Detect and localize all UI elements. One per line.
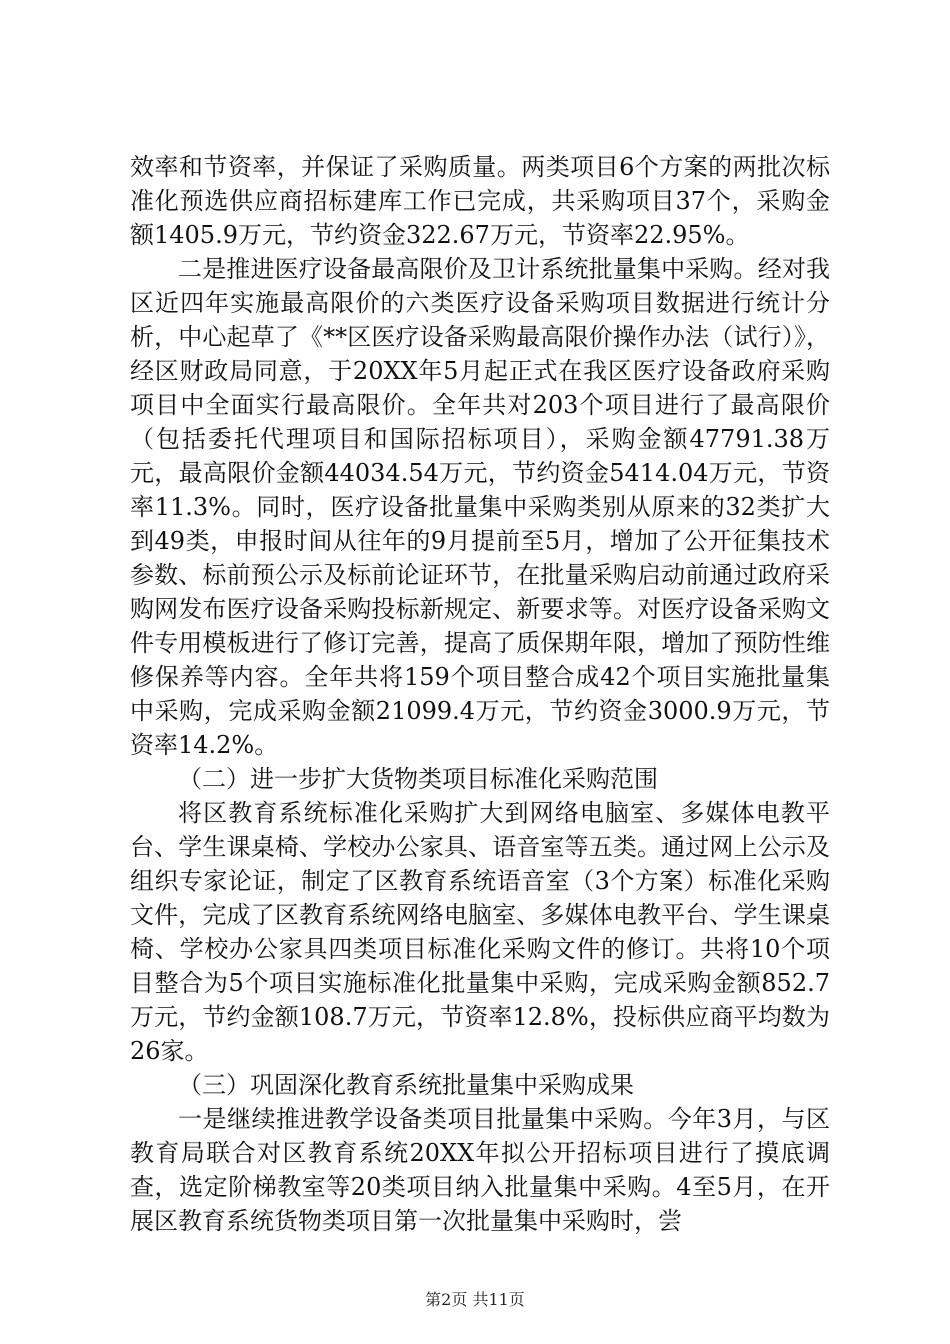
section-heading-3: （三）巩固深化教育系统批量集中采购成果	[178, 1071, 634, 1099]
paragraph-medical-equipment: 二是推进医疗设备最高限价及卫计系统批量集中采购。经对我区近四年实施最高限价的六类医疗设备采购项目数据进行统计分析，中心起草了《**区医疗设备采购最高限价操作办法（试行）》，经区财政局同意，于20XX年5月起正式在我区医疗设备政府采购项目中全面实行最高限价。全年共对203个项目进行了最高限价（包括委托代理项目和国际招标项目），采购金额47791.38万元，最高限价金额44034.54万元，节约资金5414.04万元，节资率11.3%。同时，医疗设备批量集中采购类别从原来的32类扩大到49类，申报时间从往年的9月提前至5月，增加了公开征集技术参数、标前预公示及标前论证环节，在批量采购启动前通过政府采购网发布医疗设备采购投标新规定、新要求等。对医疗设备采购文件专用模板进行了修订完善，提高了质保期年限，增加了预防性维修保养等内容。全年共将159个项目整合成42个项目实施批量集中采购，完成采购金额21099.4万元，节约资金3000.9万元，节资率14.2%。	[130, 255, 830, 759]
paragraph-continuation: 效率和节资率，并保证了采购质量。两类项目6个方案的两批次标准化预选供应商招标建库工作已完成，共采购项目37个，采购金额1405.9万元，节约资金322.67万元，节资率22.95%。	[130, 153, 830, 249]
document-page	[130, 150, 830, 1238]
page-footer: 第2页 共11页	[425, 1290, 525, 1309]
section-heading-2: （二）进一步扩大货物类项目标准化采购范围	[178, 765, 658, 793]
paragraph-teaching-equipment: 一是继续推进教学设备类项目批量集中采购。今年3月，与区教育局联合对区教育系统20XX年拟公开招标项目进行了摸底调查，选定阶梯教室等20类项目纳入批量集中采购。4至5月，在开展区教育系统货物类项目第一次批量集中采购时，尝	[130, 1105, 830, 1235]
paragraph-standardized-procurement: 将区教育系统标准化采购扩大到网络电脑室、多媒体电教平台、学生课桌椅、学校办公家具、语音室等五类。通过网上公示及组织专家论证，制定了区教育系统语音室（3个方案）标准化采购文件，完成了区教育系统网络电脑室、多媒体电教平台、学生课桌椅、学校办公家具四类项目标准化采购文件的修订。共将10个项目整合为5个项目实施标准化批量集中采购，完成采购金额852.7万元，节约金额108.7万元，节资率12.8%，投标供应商平均数为26家。	[130, 799, 830, 1065]
